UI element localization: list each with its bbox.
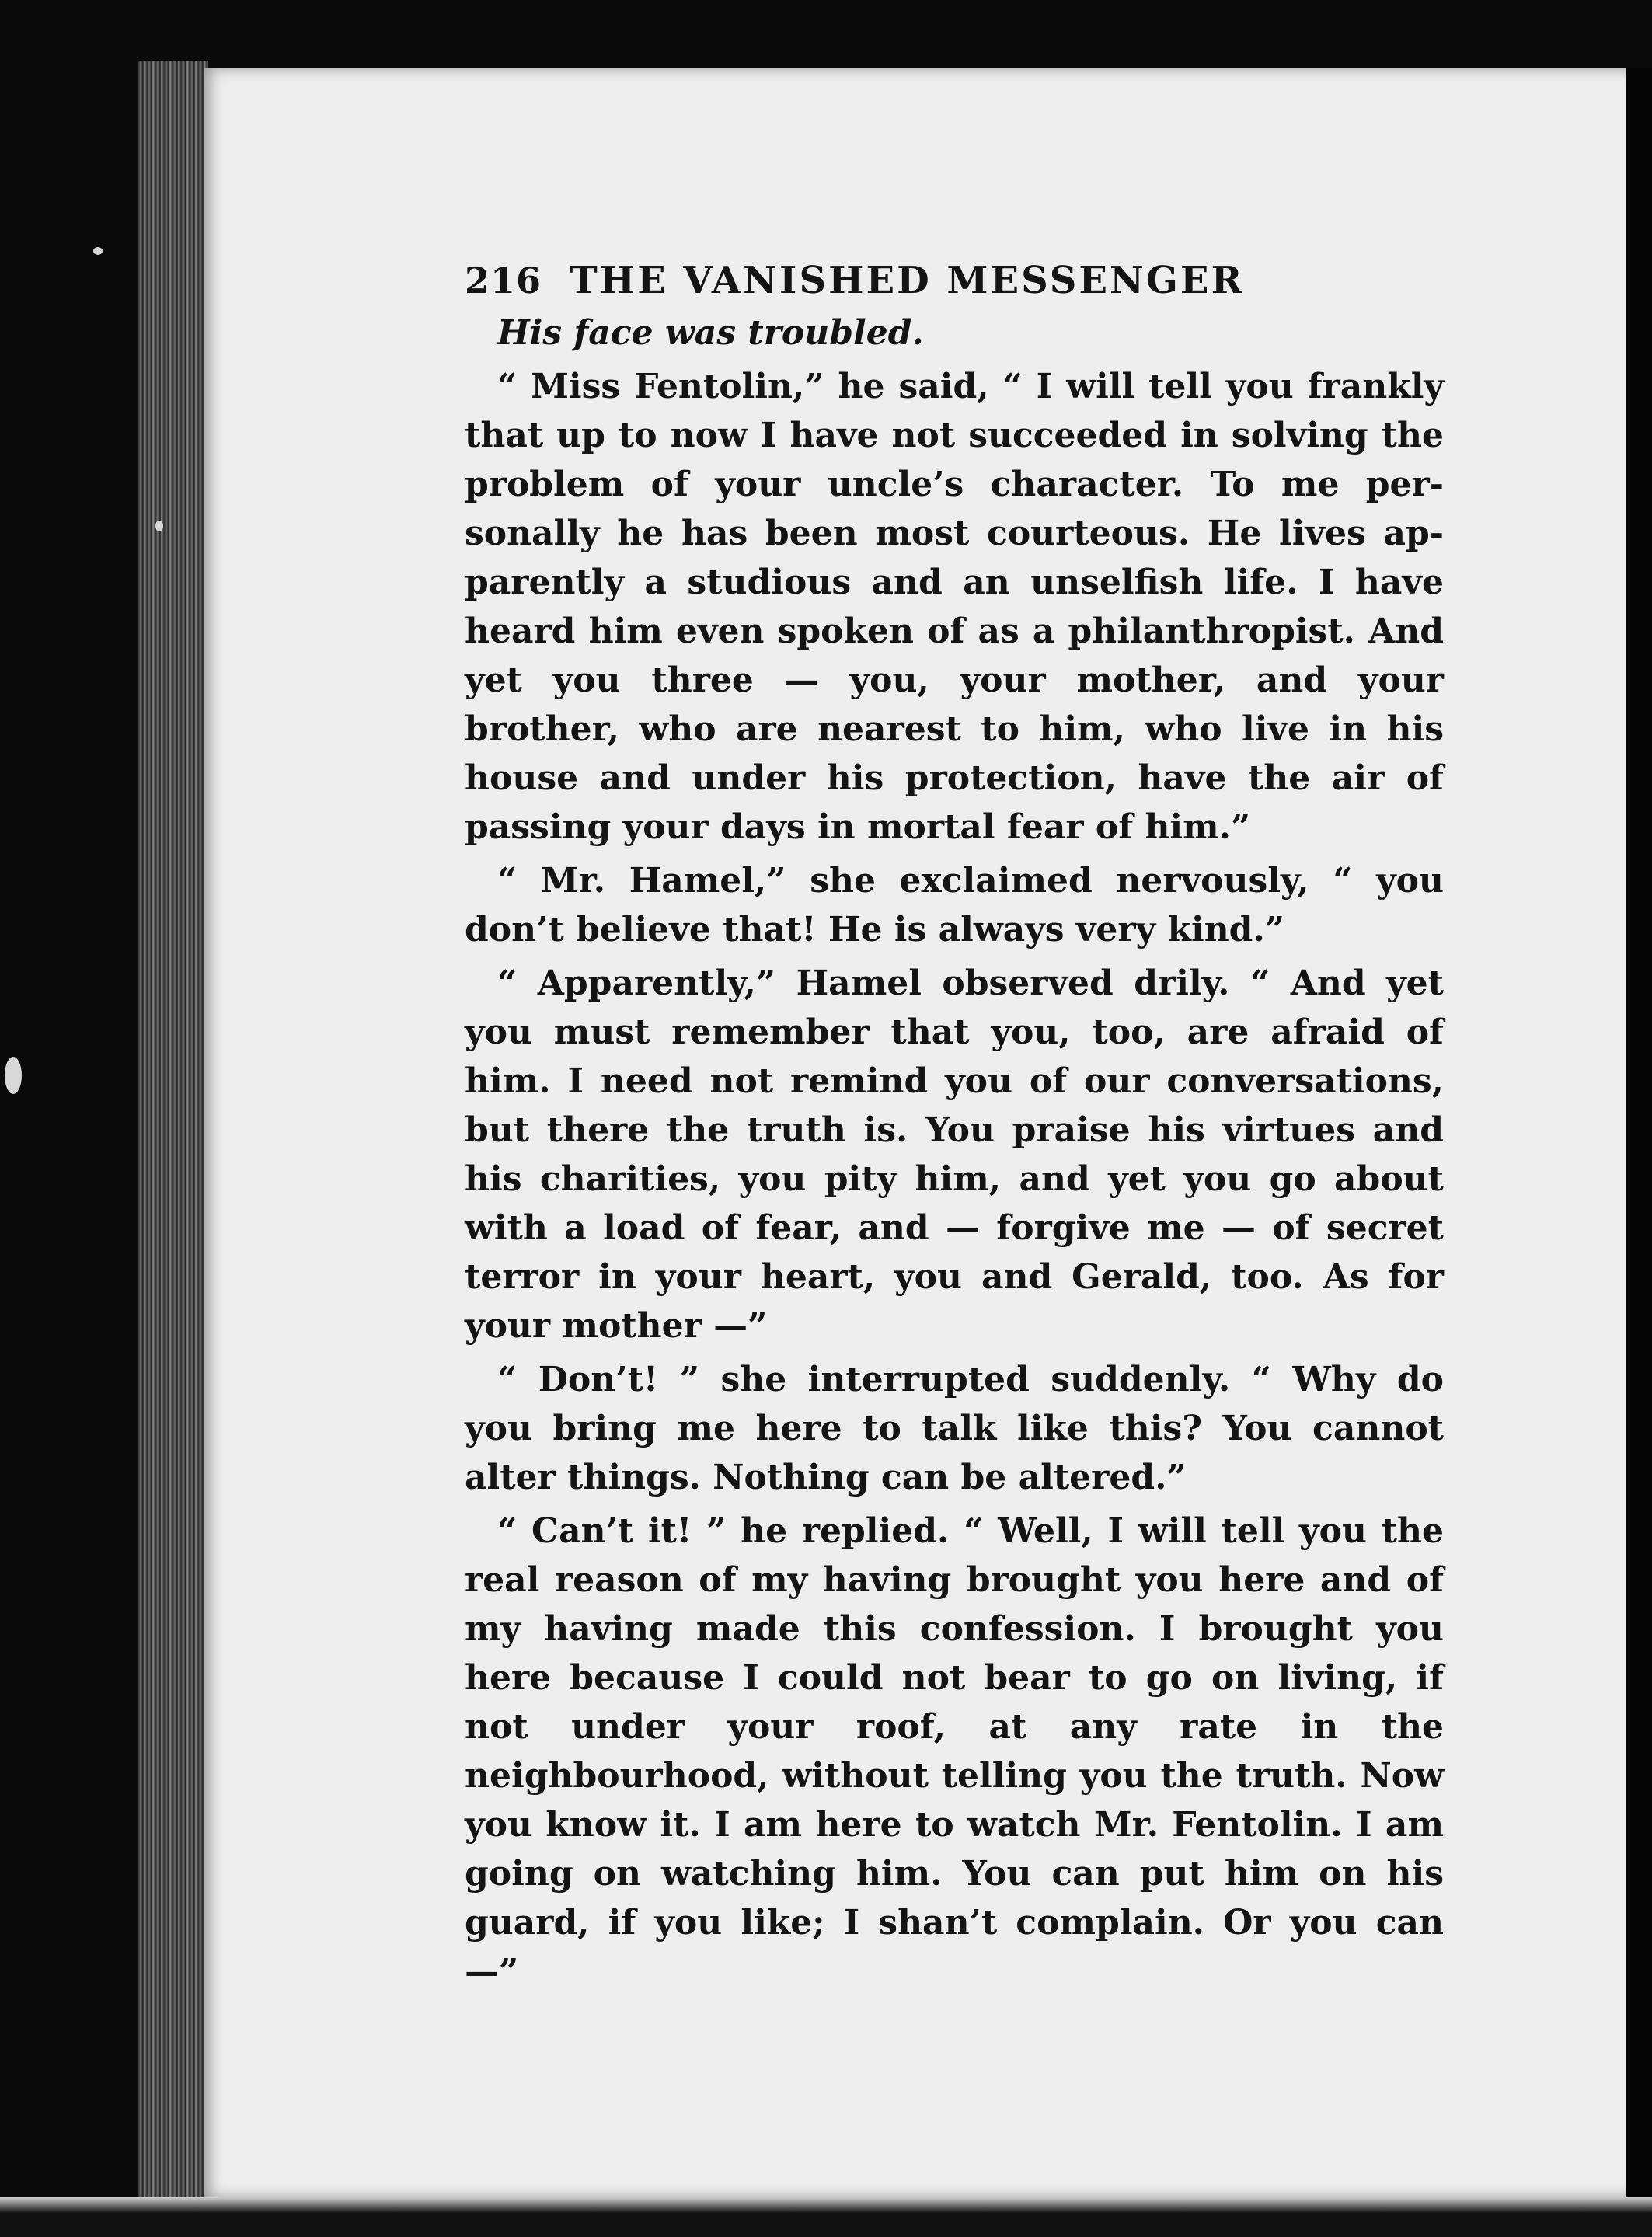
paragraph: His face was troubled.	[497, 313, 924, 353]
dust-speck	[93, 247, 103, 255]
dust-speck	[5, 1057, 22, 1094]
paragraph: “ Mr. Hamel,” she exclaimed nervously, “ you don’t believe that! He is always very kind.”	[465, 861, 1444, 950]
paragraph: “ Miss Fentolin,” he said, “ I will tell you frankly that up to now I have not succeeded in solving the problem of your uncle’s character. To me personally he has been most courteous. He lives apparently a studious and an unselfish life. I have heard him even spoken of as a philanthropist. And yet you three — you, your mother, and your brother, who are nearest to him, who live in his house and under his protection, have the air of passing your days in mortal fear of him.”	[465, 367, 1444, 847]
book-page-edges	[138, 61, 208, 2205]
book-binding-edge	[1626, 68, 1652, 2237]
page-text-block	[465, 256, 1444, 2001]
running-header	[465, 256, 1444, 305]
page-number: 216	[465, 260, 542, 301]
paragraph: “ Can’t it! ” he replied. “ Well, I will tell you the real reason of my having brought you here and of my having made this confession. I brought you here because I could not bear to go on living, if not under your roof, at any rate in the neighbourhood, without telling you the truth. Now you know it. I am here to watch Mr. Fentolin. I am going on watching him. You can put him on his guard, if you like; I shan’t complain. Or you can —”	[465, 1511, 1444, 1991]
dust-speck	[155, 521, 163, 531]
paragraph: “ Don’t! ” she interrupted suddenly. “ Why do you bring me here to talk like this? You cannot alter things. Nothing can be altered.”	[465, 1360, 1444, 1497]
paragraph: “ Apparently,” Hamel observed drily. “ And yet you must remember that you, too, are afraid of him. I need not remind you of our conversations, but there the truth is. You praise his virtues and his charities, you pity him, and yet you go about with a load of fear, and — forgive me — of secret terror in your heart, you and Gerald, too. As for your mother —”	[465, 963, 1444, 1346]
scan-bottom-edge	[0, 2197, 1652, 2237]
running-title: THE VANISHED MESSENGER	[570, 259, 1245, 302]
